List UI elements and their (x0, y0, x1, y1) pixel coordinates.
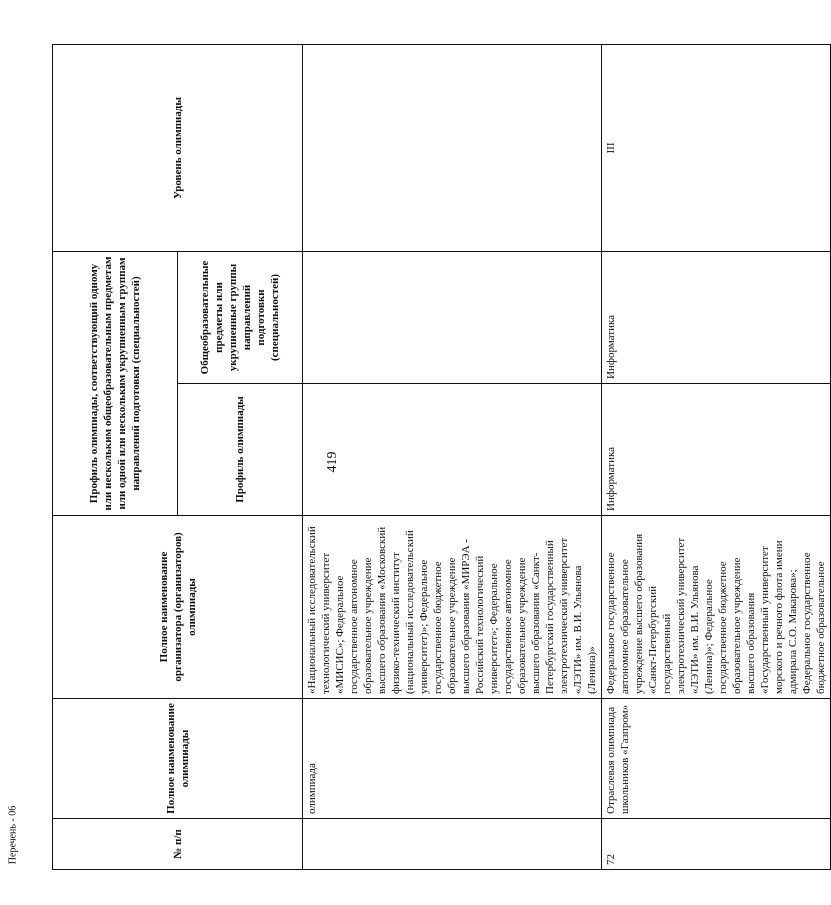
cell-subjects (303, 252, 602, 384)
olympiad-table (52, 44, 831, 870)
olympiad-table-rotated (52, 45, 827, 870)
header-subjects: Общеобразовательные предметы или укрупненные группы направлений подготовки (специальностей) (178, 252, 303, 384)
cell-num: 72 (602, 819, 831, 870)
cell-organizer: «Национальный исследовательский технологический университет «МИСИС»; Федеральное государственное автономное образовательное учреждение высшего образования «Московский физико-технический институт (национальный исследовательский университет)»; Федеральное государственное бюджетное образовательное учреждение высшего образования «МИРЭА - Российский технологический университет»; Федеральное государственное автономное образовательное учреждение высшего образования «Санкт-Петербургский государственный электротехнический университет «ЛЭТИ» им. В.И. Ульянова (Ленина)» (303, 516, 602, 699)
header-row (53, 45, 178, 870)
cell-num (303, 819, 602, 870)
footer-note: Перечень - 06 (7, 805, 19, 865)
cell-level (303, 45, 602, 252)
header-num: № п/п (53, 819, 303, 870)
header-profile-group: Профиль олимпиады, соответствующий одному или нескольким общеобразовательным предметам или одной или нескольким укрупненным группам направлений подготовки (специальностей) (53, 252, 178, 516)
table-row (602, 45, 831, 870)
cell-profile: Информатика (602, 384, 831, 516)
header-organizer: Полное наименование организатора (организаторов) олимпиады (53, 516, 303, 699)
cell-profile (303, 384, 602, 516)
cell-subjects: Информатика (602, 252, 831, 384)
cell-name: олимпиада (303, 699, 602, 819)
cell-organizer: Федеральное государственное автономное образовательное учреждение высшего образования «Санкт-Петербургский государственный электротехнический университет «ЛЭТИ» им. В.И. Ульянова (Ленина)»; Федеральное государственное бюджетное образовательное учреждение высшего образования «Государственный университет морского и речного флота имени адмирала С.О. Макарова»; Федеральное государственное бюджетное образовательное (602, 516, 831, 699)
cell-name: Отраслевая олимпиада школьников «Газпром» (602, 699, 831, 819)
cell-level: III (602, 45, 831, 252)
table-row (303, 45, 602, 870)
header-name: Полное наименование олимпиады (53, 699, 303, 819)
header-profile: Профиль олимпиады (178, 384, 303, 516)
page-number: 419 (325, 451, 340, 473)
header-level: Уровень олимпиады (53, 45, 303, 252)
